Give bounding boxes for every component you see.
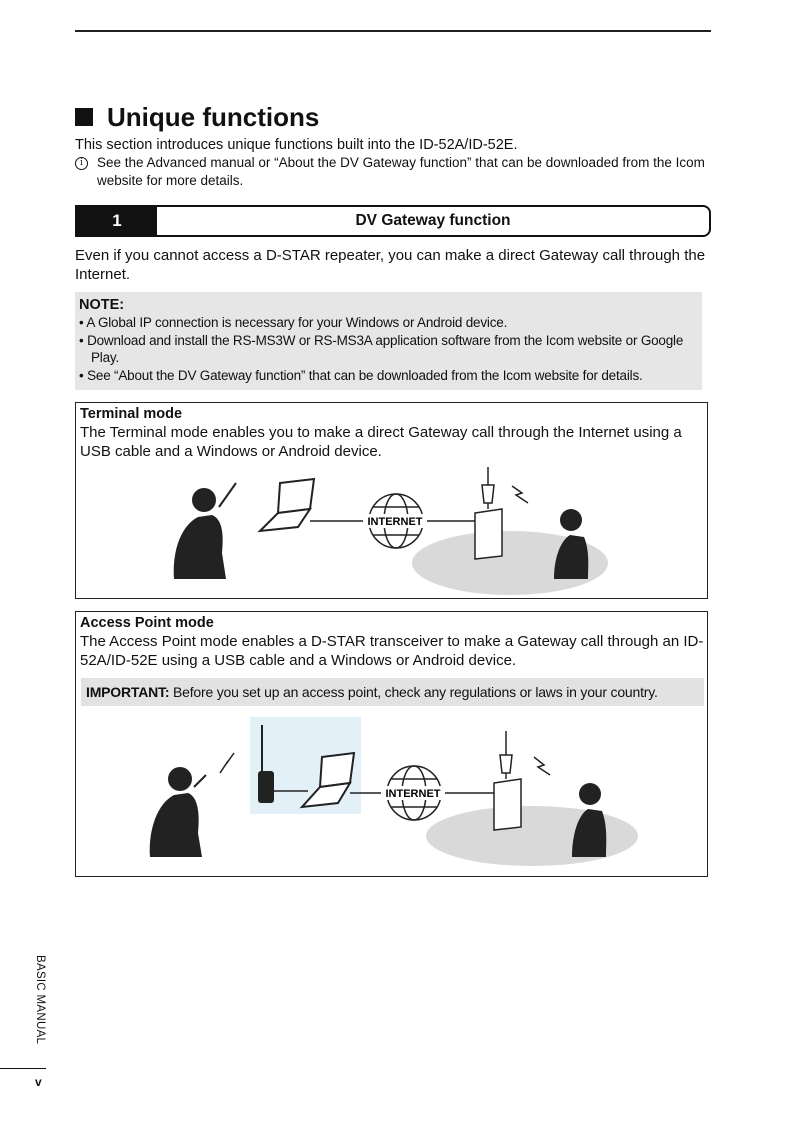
terminal-diagram bbox=[76, 461, 706, 597]
subsection-number: 1 bbox=[77, 207, 157, 235]
info-note-text: See the Advanced manual or “About the DV Gateway function” that can be downloaded from the Icom website for more details. bbox=[97, 155, 705, 188]
repeater-tower-icon bbox=[494, 731, 521, 830]
important-note bbox=[81, 678, 704, 706]
info-note bbox=[75, 154, 715, 190]
footer-manual-label: BASIC MANUAL bbox=[34, 955, 46, 1045]
terminal-mode-box bbox=[75, 402, 708, 599]
page-number: v bbox=[35, 1075, 42, 1089]
top-rule bbox=[75, 30, 711, 32]
note-heading: NOTE: bbox=[79, 297, 125, 313]
radio-wave-icon bbox=[512, 486, 528, 503]
footer-rule bbox=[0, 1068, 46, 1069]
important-label: IMPORTANT: bbox=[86, 684, 170, 700]
operator-figure-icon bbox=[174, 483, 236, 579]
note-box bbox=[75, 292, 702, 390]
internet-label: INTERNET bbox=[367, 516, 423, 528]
terminal-mode-title: Terminal mode bbox=[80, 406, 183, 422]
subsection-bar bbox=[75, 205, 711, 237]
note-list bbox=[79, 314, 702, 384]
subsection-title: DV Gateway function bbox=[355, 212, 511, 229]
internet-label: INTERNET bbox=[385, 788, 441, 800]
info-icon: i bbox=[75, 157, 88, 170]
note-item: • See “About the DV Gateway function” that can be downloaded from the Icom website for details. bbox=[79, 367, 702, 385]
heading-text: Unique functions bbox=[107, 102, 320, 132]
access-point-mode-title: Access Point mode bbox=[80, 615, 214, 631]
section-heading bbox=[75, 100, 319, 134]
access-point-mode-box bbox=[75, 611, 708, 877]
operator-figure-icon bbox=[150, 767, 206, 857]
lead-text: Even if you cannot access a D-STAR repeater, you can make a direct Gateway call through the Internet. bbox=[75, 247, 706, 283]
important-text: Before you set up an access point, check any regulations or laws in your country. bbox=[169, 684, 658, 700]
access-point-mode-description: The Access Point mode enables a D-STAR transceiver to make a Gateway call through an ID-52A/ID-52E using a USB cable and a Windows or Android device. bbox=[80, 633, 704, 669]
radio-wave-icon bbox=[220, 753, 234, 773]
note-item: • Download and install the RS-MS3W or RS-MS3A application software from the Icom website or Google Play. bbox=[79, 332, 702, 367]
radio-wave-icon bbox=[534, 757, 550, 775]
heading-square-icon bbox=[75, 108, 93, 126]
access-point-diagram bbox=[76, 717, 706, 872]
terminal-mode-description: The Terminal mode enables you to make a direct Gateway call through the Internet using a USB cable and a Windows or Android device. bbox=[80, 424, 682, 460]
note-item: • A Global IP connection is necessary for your Windows or Android device. bbox=[79, 314, 702, 332]
intro-text: This section introduces unique functions built into the ID-52A/ID-52E. bbox=[75, 137, 518, 153]
laptop-icon bbox=[260, 479, 314, 531]
repeater-tower-icon bbox=[475, 467, 502, 559]
